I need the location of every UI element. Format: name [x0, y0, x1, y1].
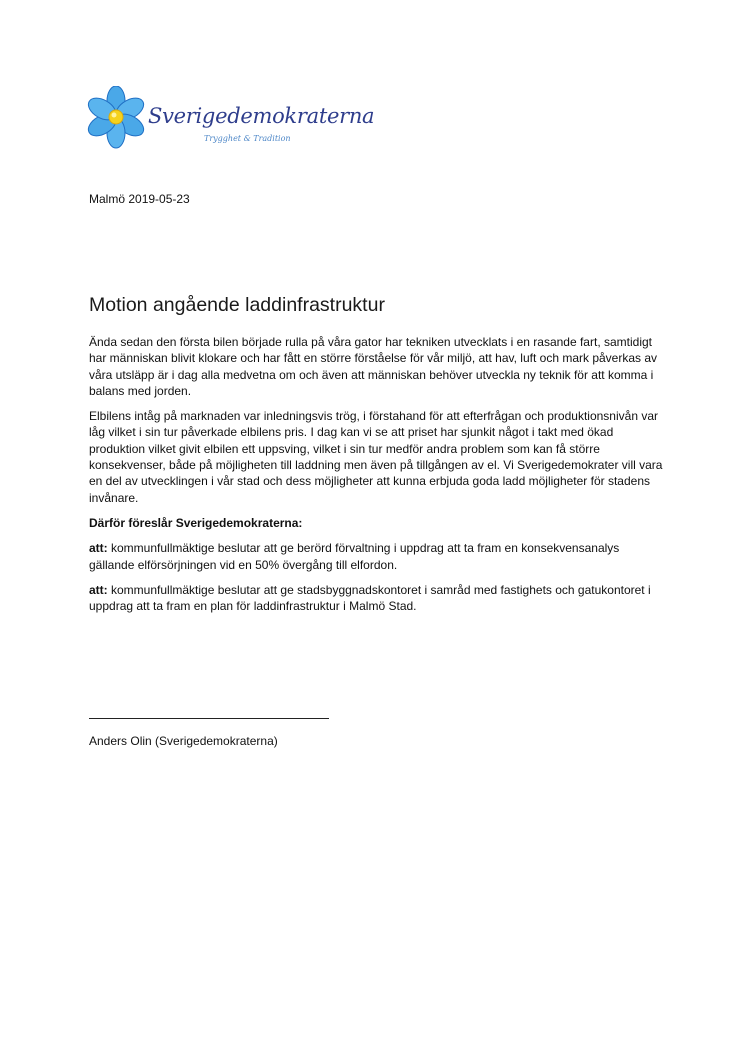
proposal-text: kommunfullmäktige beslutar att ge berörd förvaltning i uppdrag att ta fram en konsekvensanalys gällande elförsörjningen vid en 50% övergång till elfordon.: [89, 541, 620, 572]
paragraph: Elbilens intåg på marknaden var inledningsvis trög, i förstahand för att efterfrågan och produktionsnivån var låg vilket i sin tur påverkade elbilens pris. I dag kan vi se att priset har sjunkit något i takt med ökad produktion vilket givit elbilen ett uppsving, vilket i sin tur medför andra problem som kan få större konsekvenser, både på möjligheten till laddning men även på tillgången av el. Vi Sverigedemokrater vill vara en del av utvecklingen i vår stad och dess möjligheter att kunna erbjuda goda ladd möjligheter för stadens invånare.: [89, 409, 663, 505]
signature-line: [89, 718, 329, 719]
paragraph: Ända sedan den första bilen började rulla på våra gator har tekniken utvecklats i en rasande fart, samtidigt har människan blivit klokare och har fått en större förståelse för vår miljö, att hav, luft och mark påverkas av våra utsläpp är i dag alla medvetna om och även att människan behöver utveckla ny teknik för att komma i balans med jorden.: [89, 335, 658, 398]
proposal-item: [89, 582, 664, 615]
party-logo: [86, 86, 375, 156]
logo-tagline: Trygghet & Tradition: [204, 134, 291, 143]
document-body: [89, 334, 664, 623]
document-date: Malmö 2019-05-23: [89, 192, 190, 206]
document-title: Motion angående laddinfrastruktur: [89, 294, 385, 316]
proposal-heading: Därför föreslår Sverigedemokraterna:: [89, 515, 303, 530]
flower-icon: [86, 86, 150, 150]
logo-wordmark: Sverigedemokraterna: [148, 104, 375, 128]
signer-name: Anders Olin (Sverigedemokraterna): [89, 734, 278, 748]
proposal-text: kommunfullmäktige beslutar att ge stadsbyggnadskontoret i samråd med fastighets och gatukontoret i uppdrag att ta fram en plan för laddinfrastruktur i Malmö Stad.: [89, 582, 651, 614]
proposal-label: att:: [89, 582, 108, 597]
proposal-label: att:: [89, 541, 108, 556]
proposal-item: [89, 540, 664, 573]
